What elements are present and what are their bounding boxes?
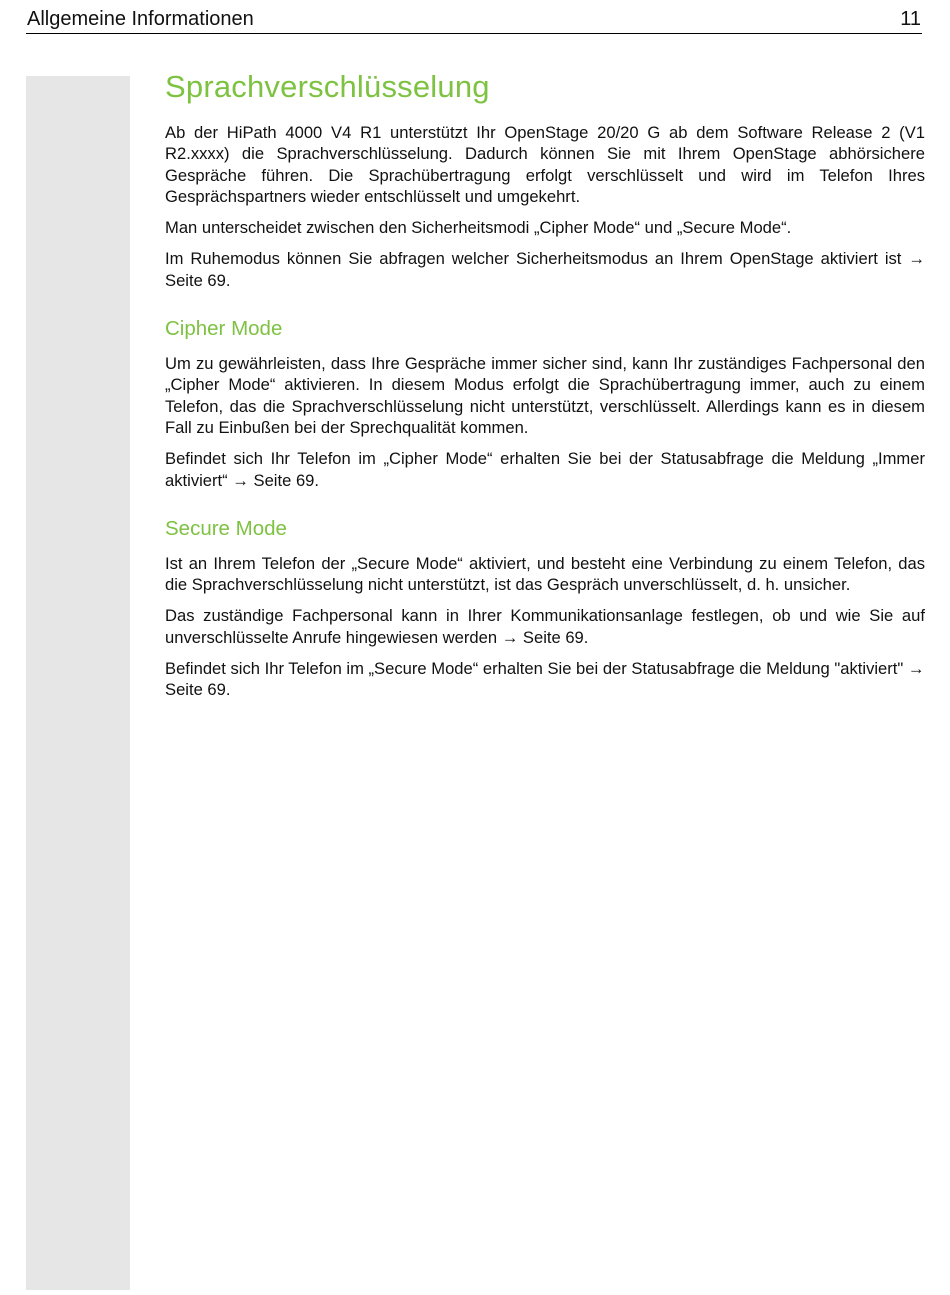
section-title-secure-mode: Secure Mode <box>165 516 287 540</box>
page-title: Sprachverschlüsselung <box>165 69 490 104</box>
intro-paragraph: Ab der HiPath 4000 V4 R1 unterstützt Ihr OpenStage 20/20 G ab dem Software Release 2 (V1 R2.xxxx) die Sprachverschlüsselung. Dadurch können Sie mit Ihrem OpenStage abhörsichere Gespräche führen. Die Sprachübertragung erfolgt verschlüsselt und wird im Telefon Ihres Gesprächspartners wieder entschlüsselt und umgekehrt. <box>165 123 925 206</box>
secure-mode-paragraph: Befindet sich Ihr Telefon im „Secure Mode“ erhalten Sie bei der Statusabfrage die Meldung "aktiviert" → Seite 69. <box>165 659 925 700</box>
header-section-title: Allgemeine Informationen <box>27 8 254 30</box>
intro-paragraph: Man unterscheidet zwischen den Sicherheitsmodi „Cipher Mode“ und „Secure Mode“. <box>165 218 792 238</box>
secure-mode-paragraph: Das zuständige Fachpersonal kann in Ihrer Kommunikationsanlage festlegen, ob und wie Sie auf unverschlüsselte Anrufe hingewiesen werden → Seite 69. <box>165 606 925 647</box>
cipher-mode-paragraph: Befindet sich Ihr Telefon im „Cipher Mode“ erhalten Sie bei der Statusabfrage die Meldung „Immer aktiviert“ → Seite 69. <box>165 449 925 490</box>
side-margin-bar <box>26 76 130 1290</box>
secure-mode-paragraph: Ist an Ihrem Telefon der „Secure Mode“ aktiviert, und besteht eine Verbindung zu einem Telefon, das die Sprachverschlüsselung nicht unterstützt, ist das Gespräch unverschlüsselt, d. h. unsicher. <box>165 553 925 595</box>
page-content <box>165 68 925 701</box>
section-title-cipher-mode: Cipher Mode <box>165 317 283 341</box>
intro-paragraph: Im Ruhemodus können Sie abfragen welcher Sicherheitsmodus an Ihrem OpenStage aktiviert ist → Seite 69. <box>165 249 925 290</box>
page-header <box>26 6 922 34</box>
page-number: 11 <box>900 8 921 30</box>
cipher-mode-paragraph: Um zu gewährleisten, dass Ihre Gespräche immer sicher sind, kann Ihr zuständiges Fachpersonal den „Cipher Mode“ aktivieren. In diesem Modus erfolgt die Sprachübertragung immer, auch zu einem Telefon, das die Sprachverschlüsselung nicht unterstützt, verschlüsselt. Allerdings kann es in diesem Fall zu Einbußen bei der Sprechqualität kommen. <box>165 354 925 437</box>
